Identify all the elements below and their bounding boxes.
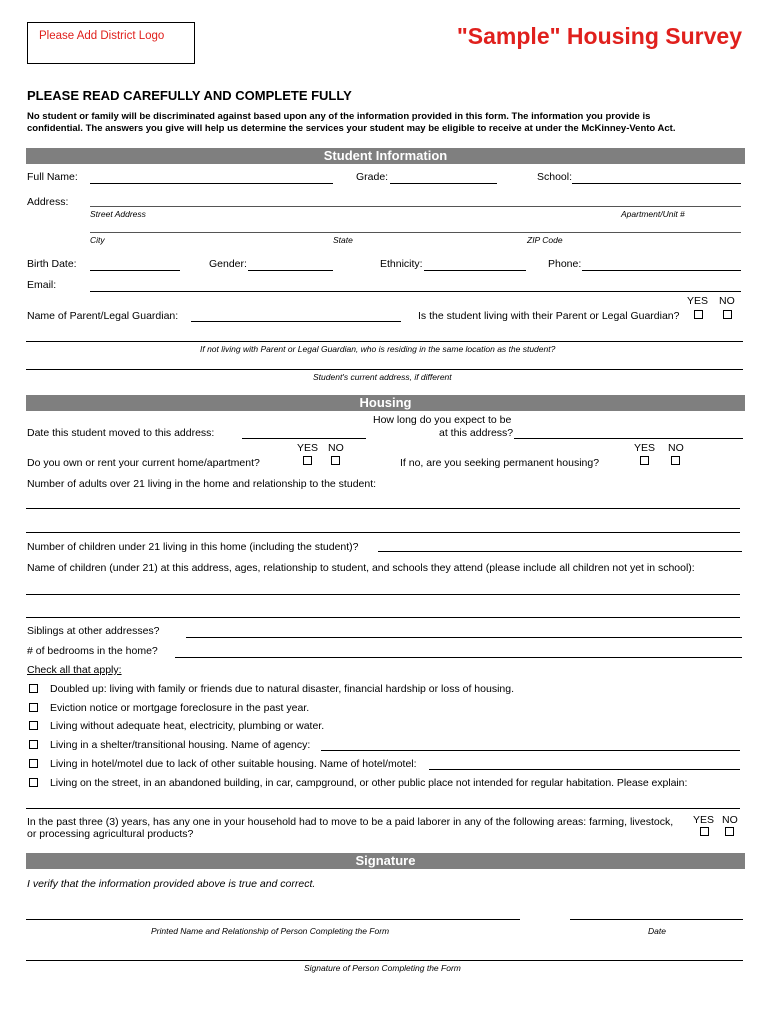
- own-rent-no-header: NO: [328, 442, 344, 454]
- resident-caption: If not living with Parent or Legal Guardian, who is residing in the same location as the student?: [200, 344, 556, 354]
- guardian-no-checkbox[interactable]: [723, 310, 732, 319]
- gender-label: Gender:: [209, 258, 247, 270]
- permanent-no-checkbox[interactable]: [671, 456, 680, 465]
- siblings-field[interactable]: [186, 637, 742, 638]
- printed-name-caption: Printed Name and Relationship of Person Completing the Form: [151, 926, 390, 936]
- email-label: Email:: [27, 279, 57, 291]
- own-rent-label: Do you own or rent your current home/apartment?: [27, 457, 260, 469]
- city-caption: City: [90, 235, 105, 245]
- full-name-label: Full Name:: [27, 171, 78, 183]
- children-count-label: Number of children under 21 living in this home (including the student)?: [27, 541, 359, 553]
- siblings-label: Siblings at other addresses?: [27, 625, 160, 637]
- current-address-field[interactable]: [26, 369, 743, 370]
- hotel-motel-name-field[interactable]: [429, 769, 740, 770]
- doubled-up-checkbox[interactable]: [29, 684, 38, 693]
- bedrooms-field[interactable]: [175, 657, 742, 658]
- signature-field[interactable]: [26, 960, 743, 961]
- bedrooms-label: # of bedrooms in the home?: [27, 645, 158, 657]
- signature-caption: Signature of Person Completing the Form: [304, 963, 461, 973]
- expect-label-line-2: at this address?: [439, 427, 514, 439]
- own-rent-yes-header: YES: [297, 442, 319, 454]
- current-address-caption: Student's current address, if different: [313, 372, 452, 382]
- email-field[interactable]: [90, 291, 741, 292]
- resident-field[interactable]: [26, 341, 743, 342]
- grade-label: Grade:: [356, 171, 389, 183]
- permanent-yes-checkbox[interactable]: [640, 456, 649, 465]
- own-rent-yes-checkbox[interactable]: [303, 456, 312, 465]
- doubled-up-label: Doubled up: living with family or friends due to natural disaster, financial hardship or loss of housing.: [50, 683, 515, 695]
- guardian-yes-header: YES: [687, 295, 709, 307]
- laborer-yes-header: YES: [693, 814, 715, 826]
- ethnicity-label: Ethnicity:: [380, 258, 423, 270]
- date-caption: Date: [648, 926, 666, 936]
- full-name-field[interactable]: [90, 183, 333, 184]
- verify-statement: I verify that the information provided above is true and correct.: [27, 878, 316, 890]
- address-label: Address:: [27, 196, 69, 208]
- apartment-caption: Apartment/Unit #: [621, 209, 685, 219]
- laborer-no-header: NO: [722, 814, 738, 826]
- instruction-heading: PLEASE READ CAREFULLY AND COMPLETE FULLY: [27, 88, 352, 103]
- expect-duration-field[interactable]: [514, 438, 743, 439]
- city-state-zip-field[interactable]: [90, 232, 741, 233]
- own-rent-no-checkbox[interactable]: [331, 456, 340, 465]
- page-title: "Sample" Housing Survey: [456, 23, 742, 49]
- zip-caption: ZIP Code: [527, 235, 563, 245]
- no-utilities-label: Living without adequate heat, electricity, plumbing or water.: [50, 720, 325, 732]
- children-names-label: Name of children (under 21) at this address, ages, relationship to student, and schools they attend (please include all children not yet in school):: [27, 562, 695, 574]
- adults-field-1[interactable]: [26, 508, 740, 509]
- permanent-housing-label: If no, are you seeking permanent housing?: [400, 457, 600, 469]
- children-names-field-2[interactable]: [26, 617, 740, 618]
- notice-line-2: confidential. The answers you give will help us determine the services your student may be eligible to receive at under the McKinney-Vento Act.: [27, 123, 676, 134]
- laborer-question-line-1: In the past three (3) years, has any one in your household had to move to be a paid laborer in any of the following areas: farming, livestock,: [27, 816, 674, 828]
- laborer-yes-checkbox[interactable]: [700, 827, 709, 836]
- moved-date-label: Date this student moved to this address:: [27, 427, 215, 439]
- moved-date-field[interactable]: [242, 438, 366, 439]
- birth-date-field[interactable]: [90, 270, 180, 271]
- student-information-header: Student Information: [26, 148, 745, 164]
- street-address-field[interactable]: [90, 206, 741, 207]
- school-field[interactable]: [572, 183, 741, 184]
- eviction-checkbox[interactable]: [29, 703, 38, 712]
- signature-header: Signature: [26, 853, 745, 869]
- expect-label-line-1: How long do you expect to be: [373, 414, 512, 426]
- laborer-question-line-2: or processing agricultural products?: [27, 828, 194, 840]
- notice-line-1: No student or family will be discriminated against based upon any of the information provided in this form. The information you provide is: [27, 111, 651, 122]
- guardian-name-label: Name of Parent/Legal Guardian:: [27, 310, 179, 322]
- hotel-motel-label: Living in hotel/motel due to lack of other suitable housing. Name of hotel/motel:: [50, 758, 417, 770]
- guardian-yes-checkbox[interactable]: [694, 310, 703, 319]
- printed-name-field[interactable]: [26, 919, 520, 920]
- birth-date-label: Birth Date:: [27, 258, 77, 270]
- guardian-name-field[interactable]: [191, 321, 401, 322]
- district-logo-placeholder: Please Add District Logo: [27, 22, 195, 64]
- street-living-explain-field[interactable]: [26, 808, 740, 809]
- phone-field[interactable]: [582, 270, 741, 271]
- street-living-checkbox[interactable]: [29, 778, 38, 787]
- laborer-no-checkbox[interactable]: [725, 827, 734, 836]
- permanent-no-header: NO: [668, 442, 684, 454]
- housing-header: Housing: [26, 395, 745, 411]
- children-count-field[interactable]: [378, 551, 742, 552]
- shelter-agency-field[interactable]: [321, 750, 740, 751]
- shelter-checkbox[interactable]: [29, 740, 38, 749]
- shelter-label: Living in a shelter/transitional housing. Name of agency:: [50, 739, 311, 751]
- street-address-caption: Street Address: [90, 209, 146, 219]
- adults-field-2[interactable]: [26, 532, 740, 533]
- children-names-field-1[interactable]: [26, 594, 740, 595]
- hotel-motel-checkbox[interactable]: [29, 759, 38, 768]
- guardian-no-header: NO: [719, 295, 735, 307]
- state-caption: State: [333, 235, 353, 245]
- check-all-label: Check all that apply:: [27, 664, 122, 676]
- ethnicity-field[interactable]: [424, 270, 526, 271]
- school-label: School:: [537, 171, 573, 183]
- adults-label: Number of adults over 21 living in the home and relationship to the student:: [27, 478, 377, 490]
- street-living-label: Living on the street, in an abandoned building, in car, campground, or other public place not intended for regular habitation. Please explain:: [50, 777, 688, 789]
- eviction-label: Eviction notice or mortgage foreclosure in the past year.: [50, 702, 310, 714]
- living-with-guardian-label: Is the student living with their Parent or Legal Guardian?: [418, 310, 680, 322]
- permanent-yes-header: YES: [634, 442, 656, 454]
- grade-field[interactable]: [390, 183, 497, 184]
- date-field[interactable]: [570, 919, 743, 920]
- gender-field[interactable]: [248, 270, 333, 271]
- phone-label: Phone:: [548, 258, 582, 270]
- no-utilities-checkbox[interactable]: [29, 721, 38, 730]
